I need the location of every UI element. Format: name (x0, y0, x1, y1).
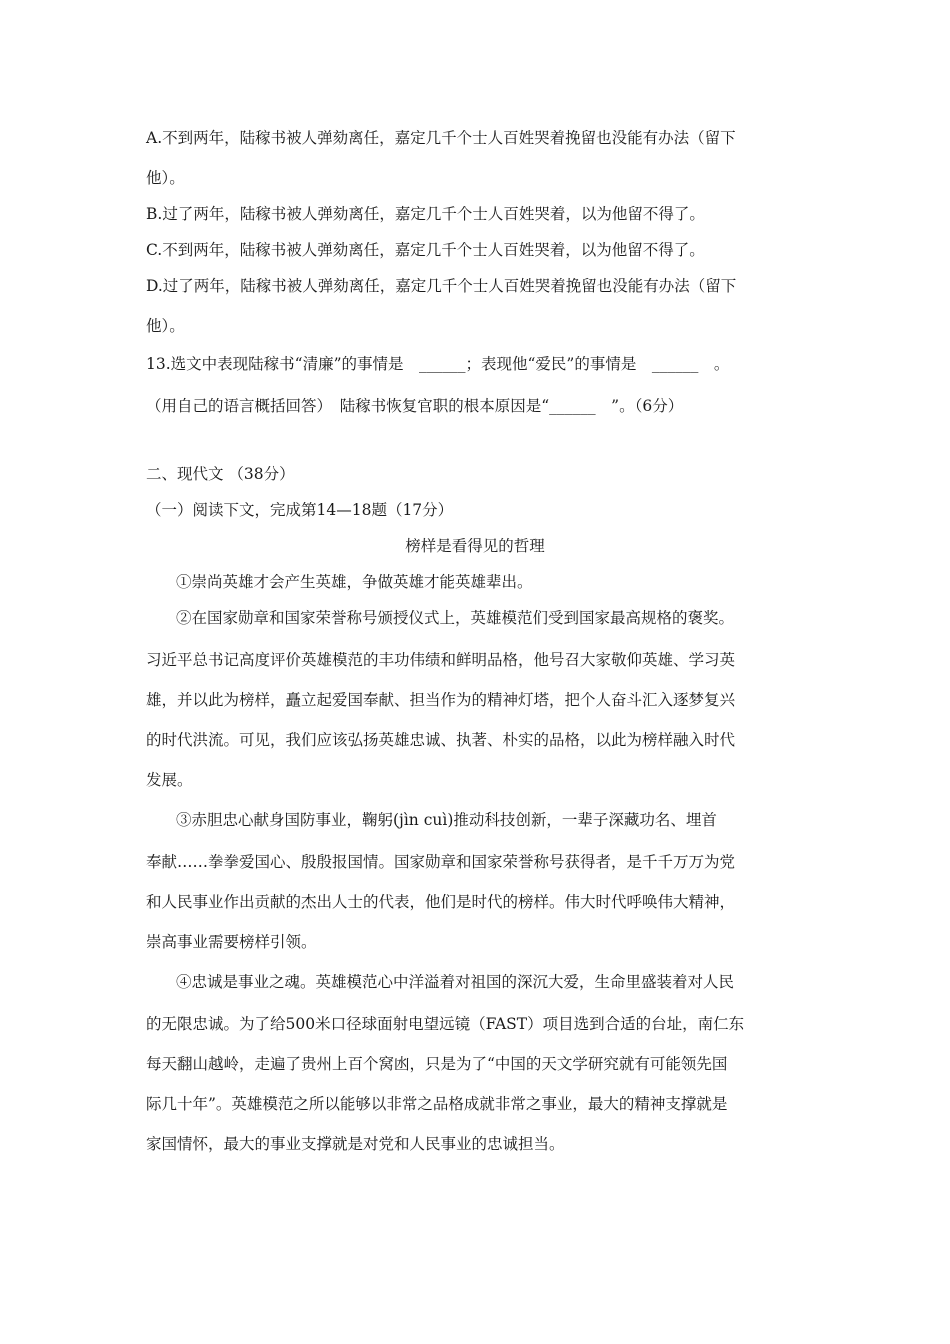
paragraph-3-line2: 奉献……拳拳爱国心、殷殷报国情。国家勋章和国家荣誉称号获得者，是千千万万为党 (146, 853, 736, 871)
paragraph-2-line5: 发展。 (146, 771, 193, 789)
option-a-line2: 他）。 (146, 169, 185, 187)
section-subheading: （一）阅读下文，完成第14—18题（17分） (146, 501, 454, 519)
paragraph-4-line1: ④忠诚是事业之魂。英雄模范心中洋溢着对祖国的深沉大爱，生命里盛装着对人民 (176, 973, 735, 991)
question-13-line1: 13.选文中表现陆稼书“清廉”的事情是 ______；表现他“爱民”的事情是 ______ 。 (146, 355, 730, 373)
paragraph-4-line4: 际几十年”。英雄模范之所以能够以非常之品格成就非常之事业，最大的精神支撑就是 (146, 1095, 728, 1113)
paragraph-2-line2: 习近平总书记高度评价英雄模范的丰功伟绩和鲜明品格，他号召大家敬仰英雄、学习英 (146, 651, 736, 669)
paragraph-3-line3: 和人民事业作出贡献的杰出人士的代表，他们是时代的榜样。伟大时代呼唤伟大精神， (146, 893, 736, 911)
option-b: B.过了两年，陆稼书被人弹劾离任，嘉定几千个士人百姓哭着，以为他留不得了。 (146, 205, 705, 223)
question-13-line2: （用自己的语言概括回答） 陆稼书恢复官职的根本原因是“______ ”。（6分） (146, 397, 684, 415)
section-heading: 二、现代文 （38分） (146, 465, 295, 483)
option-d-line1: D.过了两年，陆稼书被人弹劾离任，嘉定几千个士人百姓哭着挽留也没能有办法（留下 (146, 277, 737, 295)
option-c: C.不到两年，陆稼书被人弹劾离任，嘉定几千个士人百姓哭着，以为他留不得了。 (146, 241, 705, 259)
paragraph-4-line5: 家国情怀，最大的事业支撑就是对党和人民事业的忠诚担当。 (146, 1135, 565, 1153)
paragraph-4-line3: 每天翻山越岭，走遍了贵州上百个窝凼，只是为了“中国的天文学研究就有可能领先国 (146, 1055, 728, 1073)
paragraph-4-line2: 的无限忠诚。为了给500米口径球面射电望远镜（FAST）项目选到合适的台址，南仁东 (146, 1015, 745, 1033)
paragraph-1: ①崇尚英雄才会产生英雄，争做英雄才能英雄辈出。 (176, 573, 533, 591)
paragraph-2-line4: 的时代洪流。可见，我们应该弘扬英雄忠诚、执著、朴实的品格，以此为榜样融入时代 (146, 731, 736, 749)
paragraph-3-line1: ③赤胆忠心献身国防事业，鞠躬(jìn cuì)推动科技创新，一辈子深藏功名、埋首 (176, 811, 717, 829)
paragraph-3-line4: 崇高事业需要榜样引领。 (146, 933, 317, 951)
paragraph-2-line1: ②在国家勋章和国家荣誉称号颁授仪式上，英雄模范们受到国家最高规格的褒奖。 (176, 609, 735, 627)
option-d-line2: 他）。 (146, 317, 185, 335)
paragraph-2-line3: 雄，并以此为榜样，矗立起爱国奉献、担当作为的精神灯塔，把个人奋斗汇入逐梦复兴 (146, 691, 736, 709)
article-title: 榜样是看得见的哲理 (405, 537, 545, 555)
option-a-line1: A.不到两年，陆稼书被人弹劾离任，嘉定几千个士人百姓哭着挽留也没能有办法（留下 (146, 129, 736, 147)
